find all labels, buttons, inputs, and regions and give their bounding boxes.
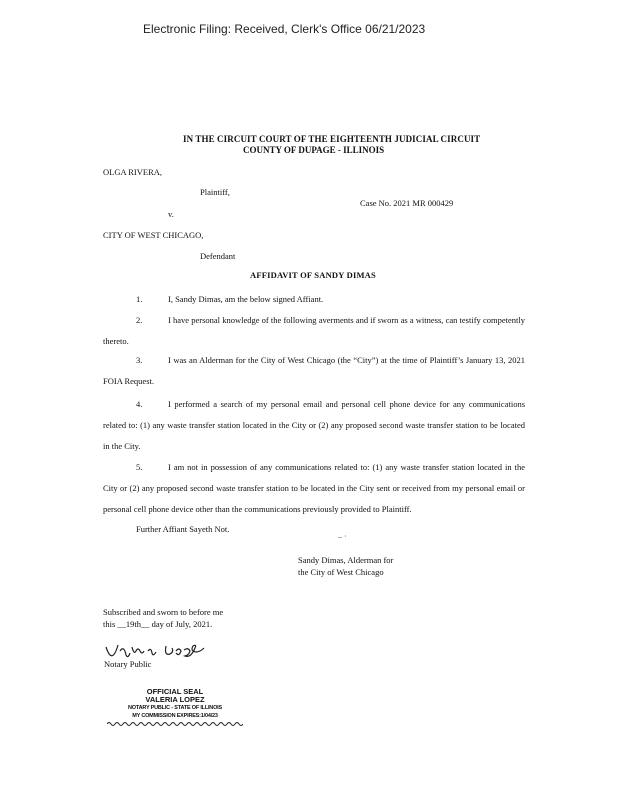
paragraph-text: I was an Alderman for the City of West Chicago (the “City”) at the time of Plaintiff’s January 13, 2021 FOIA Request. [103,355,525,386]
jurat-line-1: Subscribed and sworn to before me [103,607,224,617]
plaintiff-name: OLGA RIVERA, [103,167,163,177]
seal-notary-name: VALERIA LOPEZ [145,695,205,704]
notary-label: Notary Public [104,659,152,669]
paragraph-text: I am not in possession of any communications related to: (1) any waste transfer station located in the City or (2) any proposed second waste transfer station to be located in the City sent or received from my personal email or personal cell phone device other than the communications previously provided to Plaintiff. [103,462,525,514]
paragraph-5 [103,457,525,520]
paragraph-3 [103,350,525,392]
paragraph-text: I performed a search of my personal email and personal cell phone device for any communications related to: (1) any waste transfer station located in the City or (2) any proposed second waste transfer station to be located in the City. [103,399,525,451]
seal-state: NOTARY PUBLIC - STATE OF ILLINOIS [128,705,222,711]
paragraph-number: 3. [136,355,143,365]
affiant-signature-mark: ‒ · [338,532,347,541]
case-number: Case No. 2021 MR 000429 [360,198,454,208]
seal-title: OFFICIAL SEAL [146,687,204,696]
affidavit-title: AFFIDAVIT OF SANDY DIMAS [250,270,376,280]
defendant-role: Defendant [200,251,236,261]
paragraph-number: 1. [136,294,143,304]
electronic-filing-stamp: Electronic Filing: Received, Clerk's Office 06/21/2023 [143,22,426,36]
paragraph-number: 2. [136,315,143,325]
paragraph-number: 5. [136,462,143,472]
closing-statement: Further Affiant Sayeth Not. [136,524,230,534]
paragraph-1 [103,289,525,310]
paragraph-number: 4. [136,399,143,409]
paragraph-text: I have personal knowledge of the following averments and if sworn as a witness, can testify competently thereto. [103,315,525,346]
paragraph-4 [103,394,525,457]
court-name: IN THE CIRCUIT COURT OF THE EIGHTEENTH JUDICIAL CIRCUIT [183,134,481,144]
paragraph-text: I, Sandy Dimas, am the below signed Affiant. [168,294,324,304]
affiant-name-line: Sandy Dimas, Alderman for [298,555,394,565]
affiant-title-line: the City of West Chicago [298,567,384,577]
official-seal [110,688,240,728]
versus: v. [168,209,174,219]
seal-border-squiggle [107,720,243,728]
defendant-name: CITY OF WEST CHICAGO, [103,230,204,240]
plaintiff-role: Plaintiff, [200,187,230,197]
court-county: COUNTY OF DUPAGE - ILLINOIS [243,145,385,155]
jurat-line-2: this __19th__ day of July, 2021. [103,619,213,629]
paragraph-2 [103,310,525,352]
seal-commission: MY COMMISSION EXPIRES:1/04/23 [132,713,218,719]
